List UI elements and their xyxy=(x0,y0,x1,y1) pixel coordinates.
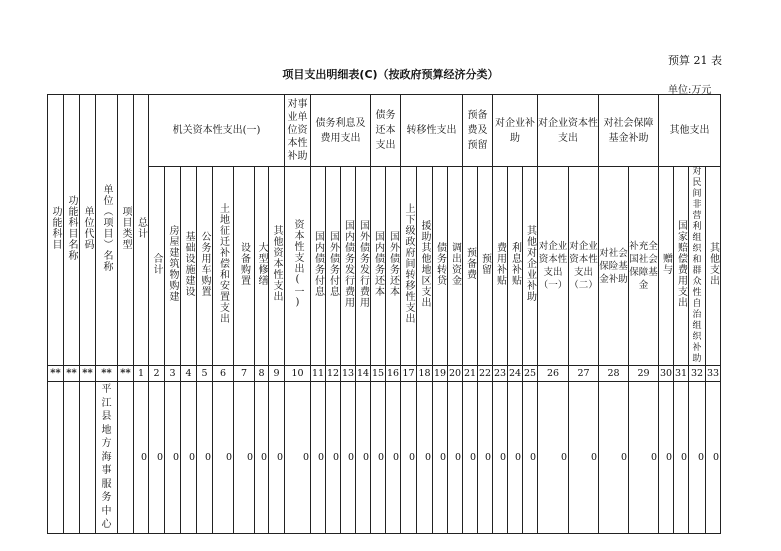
subheader-g3-2: 国内债务发行费用 xyxy=(341,167,356,366)
header-total: 总计 xyxy=(134,95,149,366)
subheader-g1-1: 房屋建筑物购建 xyxy=(165,167,181,366)
form-number: 预算 21 表 xyxy=(668,54,722,67)
index-cell: 29 xyxy=(629,366,659,382)
value-cell: 0 xyxy=(197,382,213,534)
header-group-5: 转移性支出 xyxy=(401,95,463,167)
subheader-g3-3: 国外债务发行费用 xyxy=(356,167,371,366)
subheader-g1-6: 大型修缮 xyxy=(255,167,269,366)
subheader-g10-0: 赠与 xyxy=(659,167,674,366)
subheader-g6-1: 预留 xyxy=(478,167,493,366)
page-title: 项目支出明细表(C)（按政府预算经济分类） xyxy=(282,68,499,81)
subheader-g1-3: 公务用车购置 xyxy=(197,167,213,366)
index-cell: 6 xyxy=(213,366,234,382)
subheader-g9-1: 补充全国社会保障基金 xyxy=(629,167,659,366)
index-cell: 1 xyxy=(134,366,149,382)
value-cell: 0 xyxy=(341,382,356,534)
header-group-3: 债务利息及费用支出 xyxy=(311,95,371,167)
index-cell: 19 xyxy=(433,366,448,382)
value-cell: 0 xyxy=(356,382,371,534)
header-group-8: 对企业资本性支出 xyxy=(538,95,599,167)
value-cell: 0 xyxy=(181,382,197,534)
index-cell: 32 xyxy=(689,366,706,382)
index-cell: 18 xyxy=(417,366,433,382)
subheader-g10-1: 国家赔偿费用支出 xyxy=(674,167,689,366)
header-func-code: 功能科目 xyxy=(48,95,64,366)
index-cell: 31 xyxy=(674,366,689,382)
index-cell: 26 xyxy=(538,366,569,382)
value-cell: 0 xyxy=(371,382,386,534)
index-cell: 7 xyxy=(234,366,255,382)
value-cell: 0 xyxy=(213,382,234,534)
subheader-g1-5: 设备购置 xyxy=(234,167,255,366)
index-cell: 21 xyxy=(463,366,478,382)
value-cell: 0 xyxy=(255,382,269,534)
subheader-g7-1: 利息补贴 xyxy=(508,167,523,366)
value-cell: 0 xyxy=(326,382,341,534)
index-cell: 3 xyxy=(165,366,181,382)
subheader-g4-1: 国外债务还本 xyxy=(386,167,401,366)
subheader-g8-0: 对企业资本性支出（一） xyxy=(538,167,569,366)
index-cell: 15 xyxy=(371,366,386,382)
subheader-g3-1: 国外债务付息 xyxy=(326,167,341,366)
value-cell: 0 xyxy=(285,382,311,534)
index-cell: 10 xyxy=(285,366,311,382)
index-cell: 24 xyxy=(508,366,523,382)
index-cell: 33 xyxy=(706,366,721,382)
index-cell: 8 xyxy=(255,366,269,382)
header-group-10: 其他支出 xyxy=(659,95,721,167)
subheader-g7-2: 其他对企业补助 xyxy=(523,167,538,366)
header-item-type: 项目类型 xyxy=(118,95,134,366)
header-func-name: 功能科目名称 xyxy=(64,95,80,366)
header-group-6: 预备费及预留 xyxy=(463,95,493,167)
value-cell: 0 xyxy=(538,382,569,534)
subheader-g1-0: 合计 xyxy=(149,167,165,366)
subheader-g3-0: 国内债务付息 xyxy=(311,167,326,366)
value-cell: 0 xyxy=(463,382,478,534)
index-cell: 11 xyxy=(311,366,326,382)
index-cell: 12 xyxy=(326,366,341,382)
index-cell: ** xyxy=(48,366,64,382)
value-cell: 0 xyxy=(493,382,508,534)
index-cell: ** xyxy=(80,366,96,382)
index-cell: 27 xyxy=(569,366,599,382)
cell-func-name xyxy=(64,382,80,534)
table-row xyxy=(48,382,721,534)
subheader-g10-2: 对民间非营利组织和群众性自治组织补助 xyxy=(689,167,706,366)
subheader-g4-0: 国内债务还本 xyxy=(371,167,386,366)
index-cell: 2 xyxy=(149,366,165,382)
index-cell: 16 xyxy=(386,366,401,382)
value-cell: 0 xyxy=(165,382,181,534)
index-cell: 4 xyxy=(181,366,197,382)
index-cell: 9 xyxy=(269,366,285,382)
value-cell: 0 xyxy=(433,382,448,534)
subheader-g5-1: 援助其他地区支出 xyxy=(417,167,433,366)
value-cell: 0 xyxy=(417,382,433,534)
value-cell: 0 xyxy=(599,382,629,534)
value-cell: 0 xyxy=(569,382,599,534)
value-cell: 0 xyxy=(149,382,165,534)
subheader-g5-3: 调出资金 xyxy=(448,167,463,366)
subheader-g2-0: 资本性支出(一) xyxy=(285,167,311,366)
cell-unit-name: 平江县地方海事服务中心 xyxy=(96,382,118,534)
cell-item-type xyxy=(118,382,134,534)
index-cell: 23 xyxy=(493,366,508,382)
header-unit-code: 单位代码 xyxy=(80,95,96,366)
index-cell: ** xyxy=(64,366,80,382)
unit-label: 单位:万元 xyxy=(668,85,712,96)
value-cell: 0 xyxy=(508,382,523,534)
value-cell: 0 xyxy=(523,382,538,534)
subheader-g9-0: 对社会保险基金补助 xyxy=(599,167,629,366)
value-cell: 0 xyxy=(311,382,326,534)
index-cell: 25 xyxy=(523,366,538,382)
index-cell: 17 xyxy=(401,366,417,382)
header-group-7: 对企业补助 xyxy=(493,95,538,167)
value-cell: 0 xyxy=(659,382,674,534)
index-cell: 5 xyxy=(197,366,213,382)
value-cell: 0 xyxy=(134,382,149,534)
index-cell: 14 xyxy=(356,366,371,382)
value-cell: 0 xyxy=(689,382,706,534)
subheader-g5-0: 上下级政府间转移性支出 xyxy=(401,167,417,366)
header-group-4: 债务还本支出 xyxy=(371,95,401,167)
index-cell: 28 xyxy=(599,366,629,382)
project-expenditure-table xyxy=(47,94,721,534)
cell-unit-code xyxy=(80,382,96,534)
index-cell: 20 xyxy=(448,366,463,382)
value-cell: 0 xyxy=(629,382,659,534)
subheader-g1-4: 土地征迁补偿和安置支出 xyxy=(213,167,234,366)
value-cell: 0 xyxy=(269,382,285,534)
index-cell: 22 xyxy=(478,366,493,382)
subheader-g1-7: 其他资本性支出 xyxy=(269,167,285,366)
index-cell: ** xyxy=(96,366,118,382)
header-unit-name: 单位（项目）名称 xyxy=(96,95,118,366)
value-cell: 0 xyxy=(234,382,255,534)
value-cell: 0 xyxy=(401,382,417,534)
value-cell: 0 xyxy=(478,382,493,534)
subheader-g7-0: 费用补贴 xyxy=(493,167,508,366)
subheader-g8-1: 对企业资本性支出（二） xyxy=(569,167,599,366)
subheader-g10-3: 其他支出 xyxy=(706,167,721,366)
index-cell: 30 xyxy=(659,366,674,382)
header-group-9: 对社会保障基金补助 xyxy=(599,95,659,167)
value-cell: 0 xyxy=(386,382,401,534)
subheader-g6-0: 预备费 xyxy=(463,167,478,366)
index-cell: 13 xyxy=(341,366,356,382)
header-group-2: 对事业单位资本性补助 xyxy=(285,95,311,167)
value-cell: 0 xyxy=(674,382,689,534)
index-row xyxy=(48,366,721,382)
cell-func-code xyxy=(48,382,64,534)
subheader-g5-2: 债务转贷 xyxy=(433,167,448,366)
value-cell: 0 xyxy=(448,382,463,534)
subheader-g1-2: 基础设施建设 xyxy=(181,167,197,366)
header-group-1: 机关资本性支出(一) xyxy=(149,95,285,167)
value-cell: 0 xyxy=(706,382,721,534)
index-cell: ** xyxy=(118,366,134,382)
